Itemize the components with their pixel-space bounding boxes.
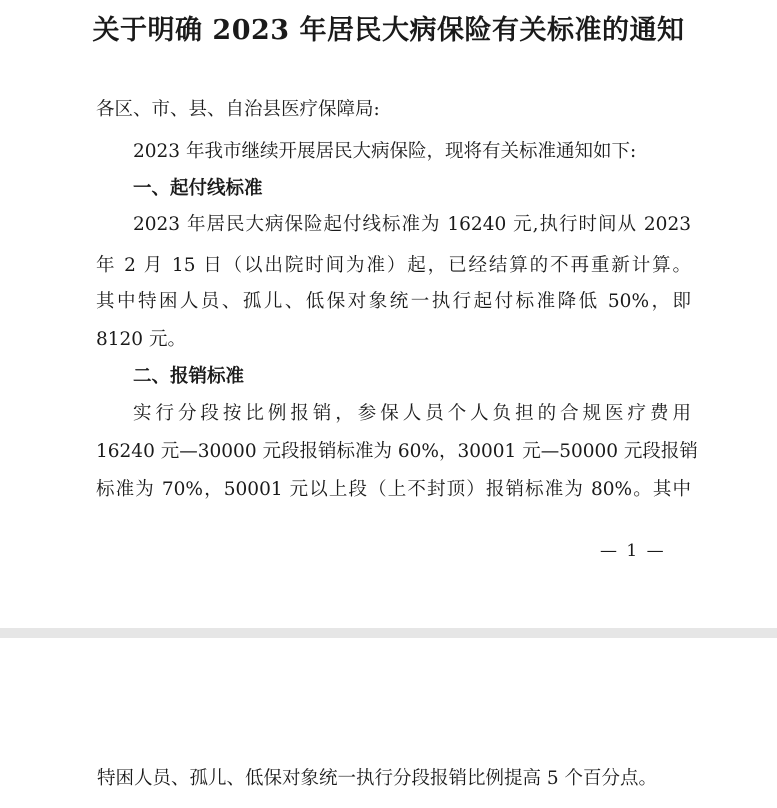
paragraph-line: 其中特困人员、孤儿、低保对象统一执行起付标准降低 50%，即 (96, 291, 691, 312)
paragraph-line: 年 2 月 15 日（以出院时间为准）起，已经结算的不再重新计算。 (96, 255, 691, 276)
intro-paragraph: 2023 年我市继续开展居民大病保险，现将有关标准通知如下: (133, 141, 637, 162)
paragraph-line: 实行分段按比例报销，参保人员个人负担的合规医疗费用 (133, 403, 691, 424)
document-page-2 (0, 638, 777, 808)
paragraph-line: 8120 元。 (96, 329, 186, 350)
salutation: 各区、市、县、自治县医疗保障局: (96, 99, 380, 120)
section-heading-threshold: 一、起付线标准 (133, 178, 263, 199)
paragraph-line: 2023 年居民大病保险起付线标准为 16240 元,执行时间从 2023 (133, 214, 691, 235)
paragraph-line: 特困人员、孤儿、低保对象统一执行分段报销比例提高 5 个百分点。 (97, 768, 658, 789)
page-number: — 1 — (600, 541, 666, 561)
document-title: 关于明确 2023 年居民大病保险有关标准的通知 (92, 15, 685, 46)
paragraph-line: 16240 元—30000 元段报销标准为 60%，30001 元—50000 元段报销 (96, 441, 698, 462)
section-heading-reimbursement: 二、报销标准 (133, 366, 245, 387)
paragraph-line: 标准为 70%，50001 元以上段（上不封顶）报销标准为 80%。其中 (96, 479, 691, 500)
page-separator (0, 628, 777, 638)
